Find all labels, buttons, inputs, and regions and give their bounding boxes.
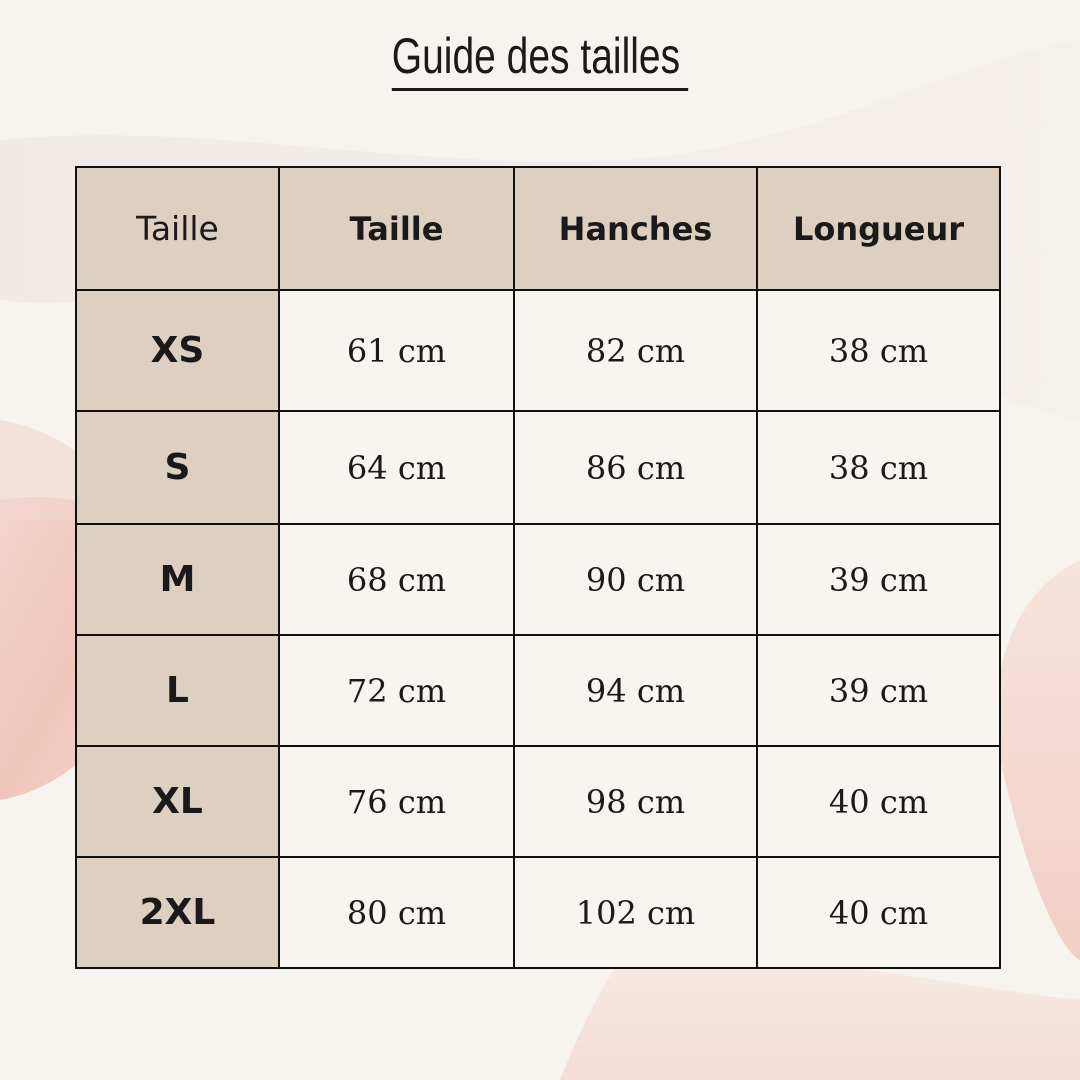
table-row (76, 746, 1000, 857)
hanches-value: 102 cm (514, 857, 757, 968)
longueur-value: 40 cm (757, 857, 1000, 968)
hanches-value: 90 cm (514, 524, 757, 635)
page-title-text: Guide des tailles (392, 24, 688, 91)
longueur-value: 39 cm (757, 524, 1000, 635)
table-row (76, 290, 1000, 411)
size-label: L (76, 635, 279, 746)
longueur-value: 40 cm (757, 746, 1000, 857)
longueur-value: 38 cm (757, 411, 1000, 524)
hanches-value: 86 cm (514, 411, 757, 524)
header-longueur: Longueur (757, 167, 1000, 290)
table-row (76, 411, 1000, 524)
table-row (76, 635, 1000, 746)
size-label: S (76, 411, 279, 524)
size-guide-table (75, 166, 1001, 969)
page-title (0, 24, 1080, 91)
hanches-value: 82 cm (514, 290, 757, 411)
hanches-value: 94 cm (514, 635, 757, 746)
table-row (76, 524, 1000, 635)
hanches-value: 98 cm (514, 746, 757, 857)
table-header-row (76, 167, 1000, 290)
longueur-value: 38 cm (757, 290, 1000, 411)
taille-value: 68 cm (279, 524, 514, 635)
taille-value: 72 cm (279, 635, 514, 746)
taille-value: 64 cm (279, 411, 514, 524)
taille-value: 76 cm (279, 746, 514, 857)
header-taille: Taille (279, 167, 514, 290)
size-label: M (76, 524, 279, 635)
table-row (76, 857, 1000, 968)
taille-value: 61 cm (279, 290, 514, 411)
size-label: XS (76, 290, 279, 411)
size-label: 2XL (76, 857, 279, 968)
size-label: XL (76, 746, 279, 857)
longueur-value: 39 cm (757, 635, 1000, 746)
header-size: Taille (76, 167, 279, 290)
taille-value: 80 cm (279, 857, 514, 968)
header-hanches: Hanches (514, 167, 757, 290)
